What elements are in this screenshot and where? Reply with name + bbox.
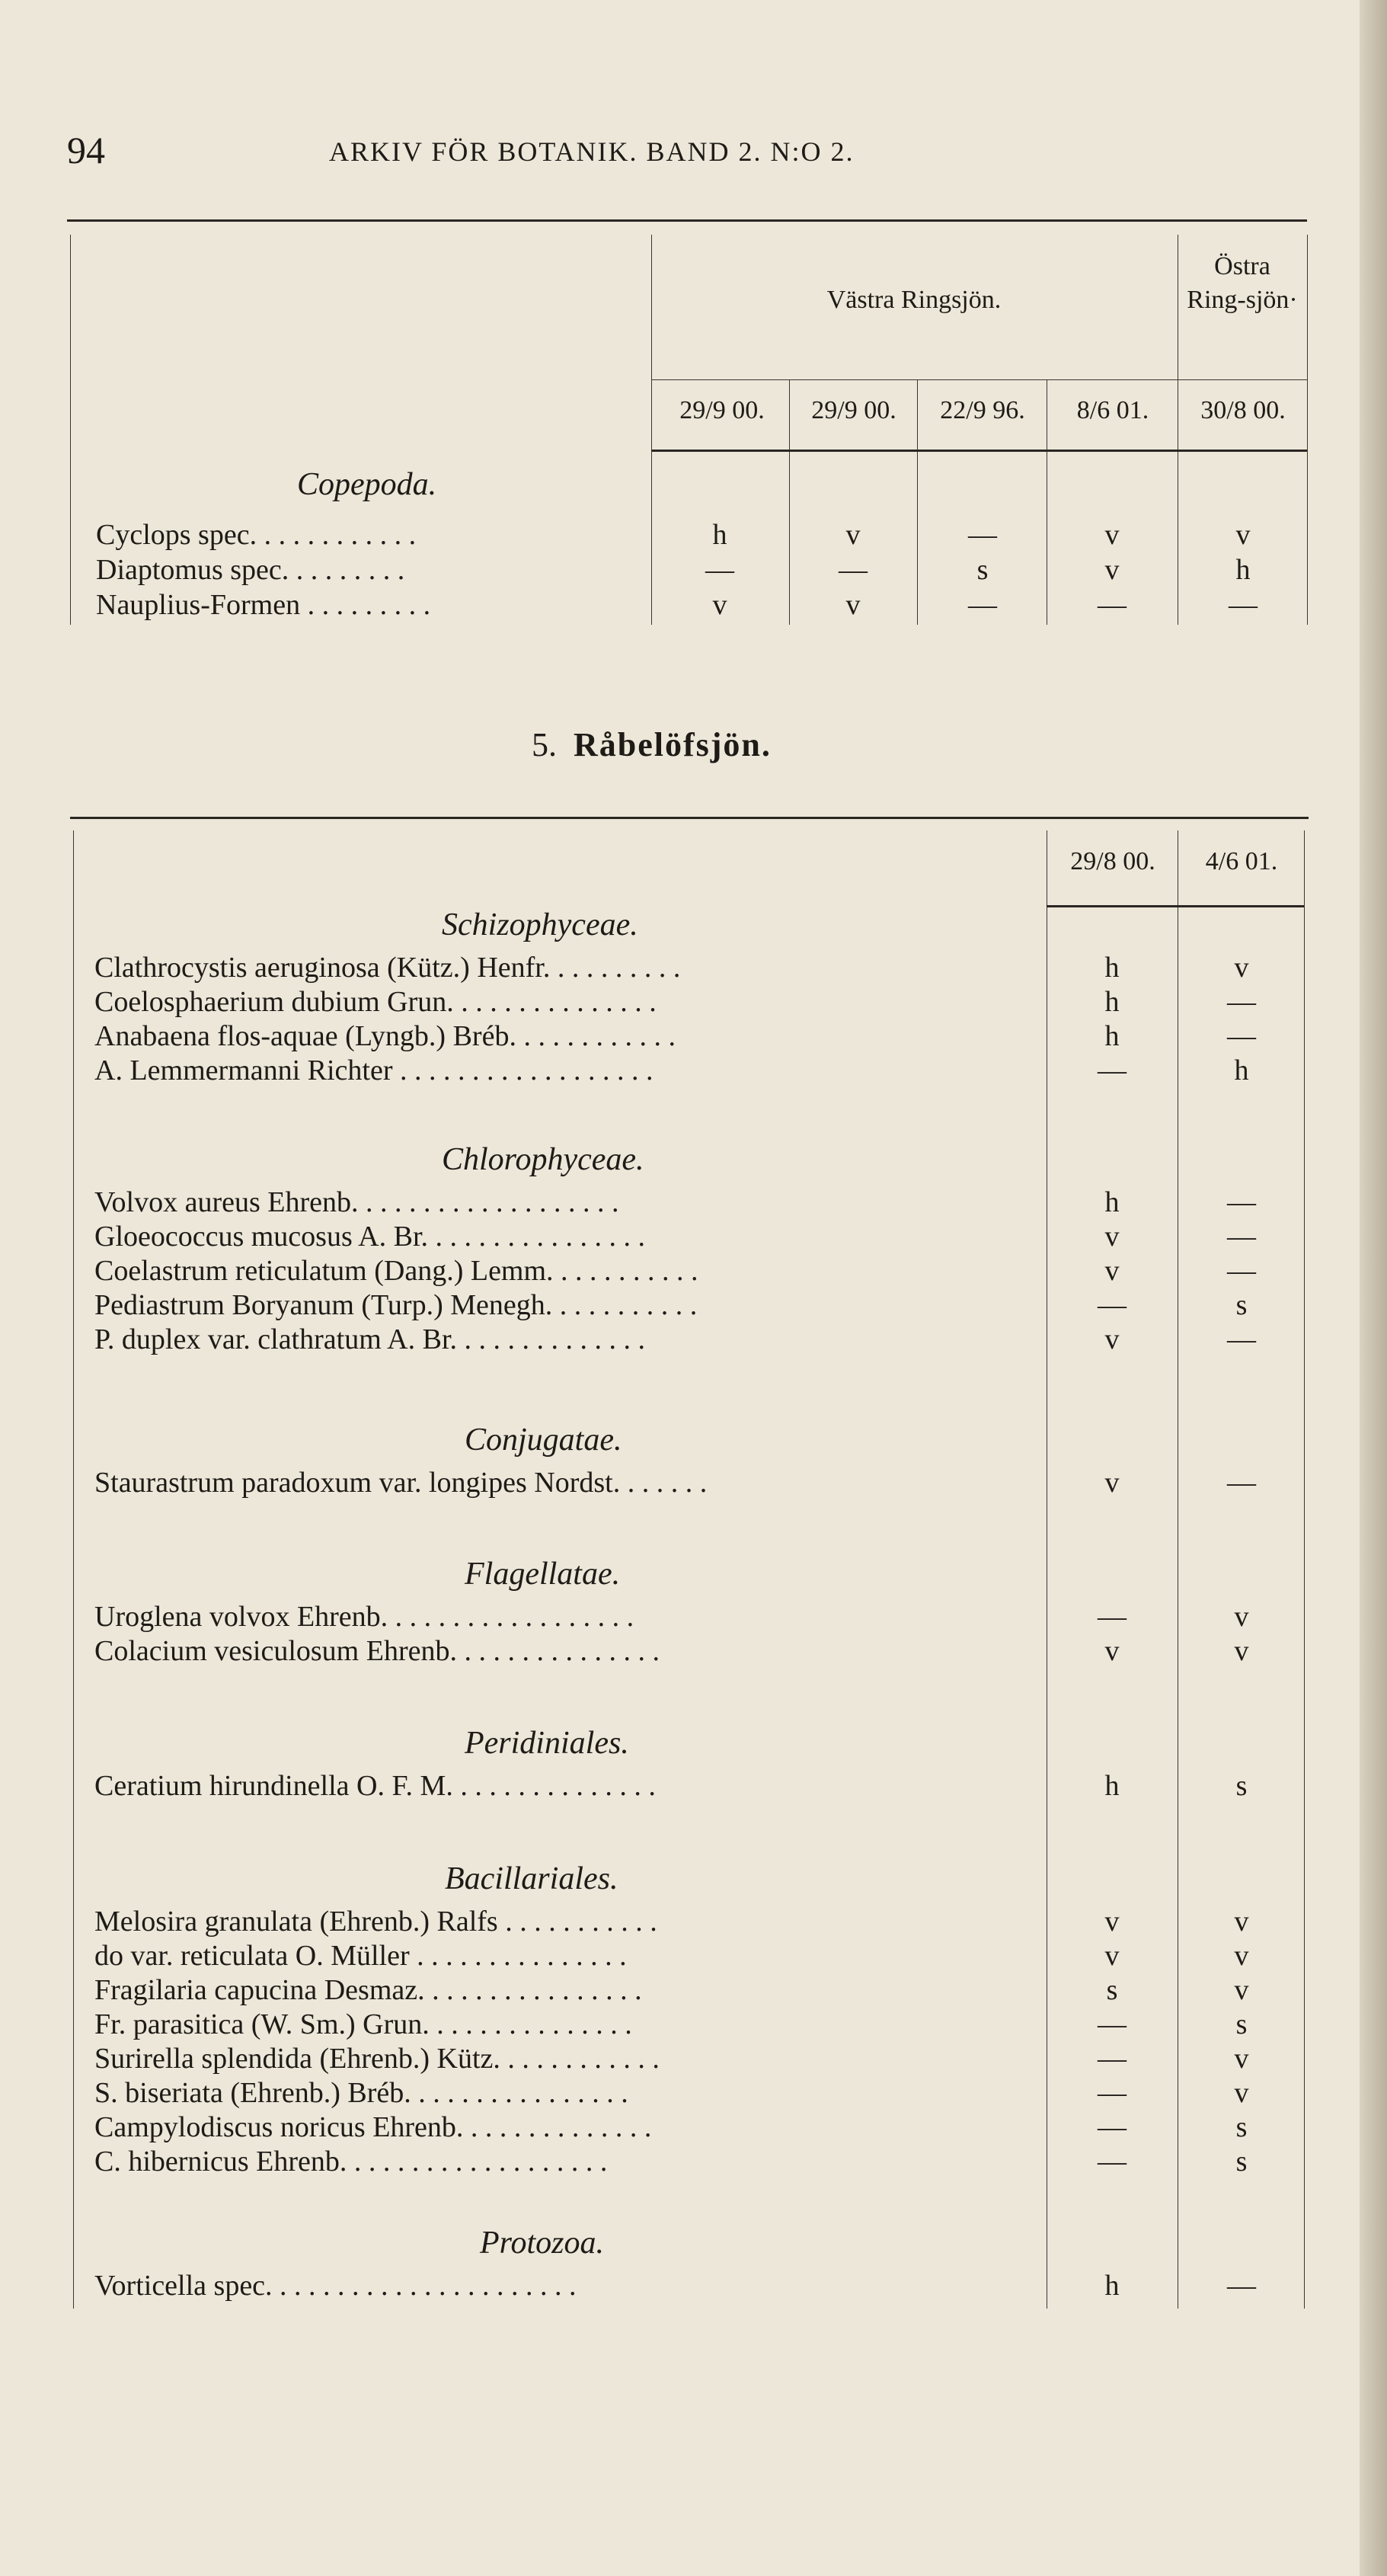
table-cell: h	[1104, 1186, 1120, 1218]
table-cell: —	[1098, 589, 1127, 621]
page-number: 94	[67, 129, 105, 171]
table-row-name: Colacium vesiculosum Ehrenb. . . . . . . . . . . . . . .	[94, 1635, 660, 1667]
table-cell: —	[1098, 1601, 1127, 1633]
table-cell: v	[1234, 1635, 1249, 1667]
table-cell: v	[712, 589, 727, 621]
group-heading: Peridiniales.	[465, 1726, 629, 1761]
table-row-name: Gloeococcus mucosus A. Br. . . . . . . . . . . . . . . .	[94, 1221, 646, 1253]
table-cell: v	[1104, 1221, 1120, 1253]
table-cell: —	[1098, 1054, 1127, 1086]
group-heading: Schizophyceae.	[442, 907, 638, 942]
table-cell: v	[1104, 1635, 1120, 1667]
table-cell: s	[1235, 2111, 1248, 2143]
table-cell: v	[1234, 1906, 1249, 1938]
table-cell: —	[968, 519, 997, 551]
column-date: 22/9 96.	[940, 396, 1025, 424]
table-row-name: Fragilaria capucina Desmaz. . . . . . . . . . . . . . . .	[94, 1974, 642, 2006]
table-cell: h	[1104, 986, 1120, 1018]
table-cell: h	[1104, 1770, 1120, 1802]
table-cell: —	[1098, 2008, 1127, 2040]
table-cell: h	[1234, 1054, 1249, 1086]
table-row-name: Pediastrum Boryanum (Turp.) Menegh. . . . . . . . . . .	[94, 1289, 698, 1321]
table-row-name: Clathrocystis aeruginosa (Kütz.) Henfr. . . . . . . . . .	[94, 952, 681, 984]
table-cell: s	[1235, 1289, 1248, 1321]
rule	[1304, 830, 1305, 2309]
table-row-name: A. Lemmermanni Richter . . . . . . . . . . . . . . . . . .	[94, 1054, 654, 1086]
table-row-name: Surirella splendida (Ehrenb.) Kütz. . . . . . . . . . . .	[94, 2043, 660, 2075]
column-date: 30/8 00.	[1200, 396, 1286, 424]
section-heading	[532, 725, 772, 764]
table-row-name: Melosira granulata (Ehrenb.) Ralfs . . . . . . . . . . .	[94, 1906, 657, 1938]
column-date: 29/8 00.	[1070, 847, 1155, 875]
table-row-name: Nauplius-Formen . . . . . . . . .	[96, 589, 431, 621]
table-cell: v	[1104, 554, 1120, 586]
column-group-header: Västra Ringsjön.	[826, 286, 1002, 314]
table-cell: v	[845, 589, 861, 621]
table-cell: v	[1234, 952, 1249, 984]
table-row-name: Coelosphaerium dubium Grun. . . . . . . . . . . . . . .	[94, 986, 657, 1018]
rule	[70, 817, 1309, 819]
table-cell: v	[845, 519, 861, 551]
table-row-name: S. biseriata (Ehrenb.) Bréb. . . . . . . . . . . . . . . .	[94, 2077, 628, 2109]
table-row-name: do var. reticulata O. Müller . . . . . . . . . . . . . . .	[94, 1940, 627, 1972]
table-cell: v	[1234, 1601, 1249, 1633]
rule	[70, 235, 71, 625]
table-row-name: Fr. parasitica (W. Sm.) Grun. . . . . . . . . . . . . . .	[94, 2008, 632, 2040]
rule	[1047, 905, 1304, 907]
group-heading: Protozoa.	[480, 2226, 604, 2261]
table-row-name: Diaptomus spec. . . . . . . . .	[96, 554, 405, 586]
table-cell: h	[1104, 952, 1120, 984]
group-heading: Conjugatae.	[465, 1422, 622, 1458]
column-date: 8/6 01.	[1076, 396, 1149, 424]
table-row-name: Uroglena volvox Ehrenb. . . . . . . . . . . . . . . . . .	[94, 1601, 634, 1633]
table-cell: v	[1104, 519, 1120, 551]
rule	[651, 379, 1307, 380]
rule	[651, 450, 1307, 452]
table-cell: —	[1098, 1289, 1127, 1321]
table-cell: v	[1104, 1467, 1120, 1499]
table-row-name: P. duplex var. clathratum A. Br. . . . . . . . . . . . . .	[94, 1323, 646, 1355]
table-cell: —	[839, 554, 868, 586]
table-cell: —	[1098, 2077, 1127, 2109]
column-date: 29/9 00.	[811, 396, 896, 424]
running-title: ARKIV FÖR BOTANIK. BAND 2. N:O 2.	[329, 136, 855, 167]
group-heading: Chlorophyceae.	[442, 1142, 644, 1177]
table-row-name: Coelastrum reticulatum (Dang.) Lemm. . . . . . . . . . .	[94, 1255, 698, 1287]
column-date: 29/9 00.	[679, 396, 765, 424]
table-cell: h	[1104, 2270, 1120, 2302]
table-row-name: Campylodiscus noricus Ehrenb. . . . . . . . . . . . . .	[94, 2111, 652, 2143]
group-heading: Copepoda.	[297, 467, 437, 502]
section-title: Råbelöfsjön.	[574, 726, 772, 763]
table-row-name: Anabaena flos-aquae (Lyngb.) Bréb. . . . . . . . . . . .	[94, 1020, 676, 1052]
table-cell: —	[705, 554, 734, 586]
rule	[789, 379, 790, 625]
rule	[1307, 235, 1308, 625]
table-cell: h	[712, 519, 727, 551]
table-cell: v	[1104, 1906, 1120, 1938]
section-number: 5.	[532, 726, 557, 763]
table-cell: s	[1235, 2008, 1248, 2040]
table-cell: —	[1227, 1323, 1256, 1355]
table-cell: v	[1234, 1940, 1249, 1972]
table-cell: —	[1098, 2146, 1127, 2178]
table-cell: v	[1104, 1323, 1120, 1355]
table-row-name: Staurastrum paradoxum var. longipes Nordst. . . . . . .	[94, 1467, 708, 1499]
table-cell: h	[1104, 1020, 1120, 1052]
table-cell: s	[1235, 1770, 1248, 1802]
table-cell: h	[1235, 554, 1251, 586]
table-cell: —	[1227, 2270, 1256, 2302]
table-cell: v	[1234, 1974, 1249, 2006]
table-cell: —	[1227, 986, 1256, 1018]
table-cell: —	[1098, 2043, 1127, 2075]
column-group-header: Östra Ring-sjön·	[1187, 252, 1298, 314]
table-cell: —	[1229, 589, 1258, 621]
table-cell: —	[1227, 1221, 1256, 1253]
table-cell: v	[1235, 519, 1251, 551]
group-heading: Bacillariales.	[445, 1861, 618, 1896]
table-cell: v	[1234, 2043, 1249, 2075]
rule	[917, 379, 918, 625]
rule	[67, 219, 1307, 222]
table-cell: v	[1104, 1255, 1120, 1287]
table-cell: —	[1227, 1020, 1256, 1052]
rule	[651, 235, 652, 625]
table-cell: v	[1104, 1940, 1120, 1972]
table-cell: s	[1106, 1974, 1118, 2006]
table-cell: —	[1227, 1255, 1256, 1287]
table-cell: v	[1234, 2077, 1249, 2109]
table-row-name: Ceratium hirundinella O. F. M. . . . . . . . . . . . . . .	[94, 1770, 656, 1802]
table-row-name: Volvox aureus Ehrenb. . . . . . . . . . . . . . . . . . .	[94, 1186, 619, 1218]
table-cell: —	[1227, 1186, 1256, 1218]
table-row-name: Cyclops spec. . . . . . . . . . . .	[96, 519, 417, 551]
column-date: 4/6 01.	[1205, 847, 1278, 875]
page-edge-shadow	[1360, 0, 1387, 2576]
table-row-name: Vorticella spec. . . . . . . . . . . . . . . . . . . . . .	[94, 2270, 577, 2302]
table-cell: s	[976, 554, 989, 586]
group-heading: Flagellatae.	[465, 1557, 621, 1592]
table-cell: —	[968, 589, 997, 621]
table-cell: —	[1227, 1467, 1256, 1499]
table-row-name: C. hibernicus Ehrenb. . . . . . . . . . . . . . . . . . .	[94, 2146, 608, 2178]
table-cell: —	[1098, 2111, 1127, 2143]
rule	[73, 830, 74, 2309]
table-cell: s	[1235, 2146, 1248, 2178]
